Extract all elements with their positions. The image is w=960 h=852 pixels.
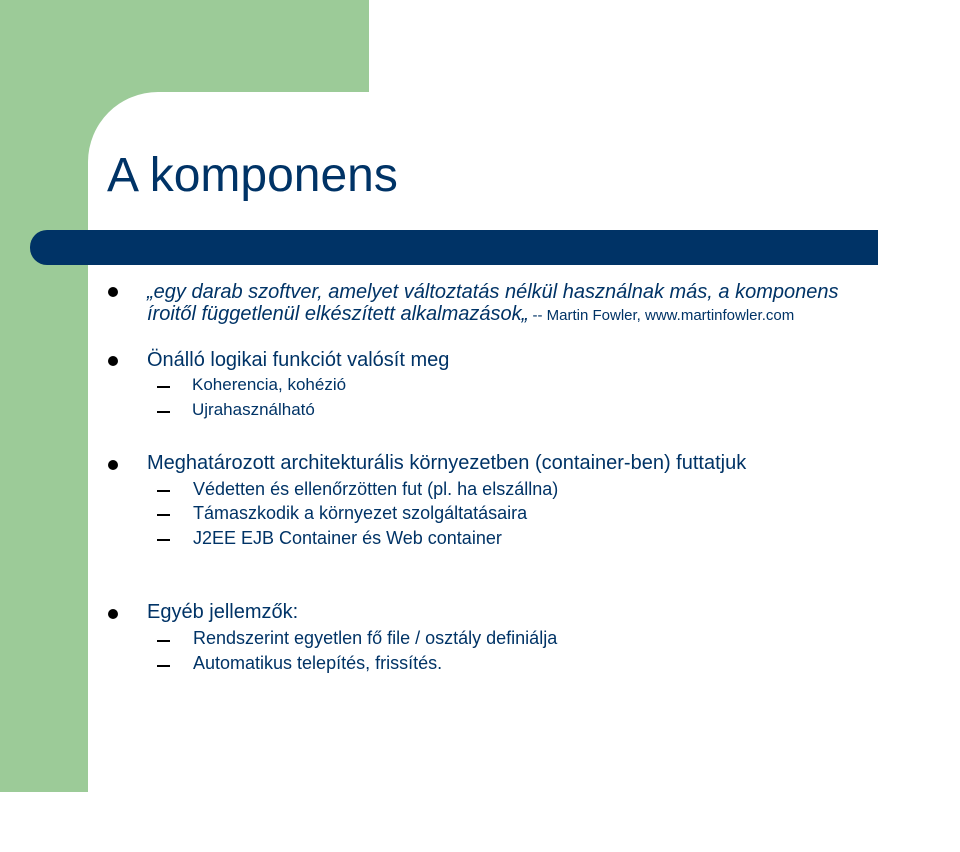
- quote-text: íroitől függetlenül elkészített alkalmazások„: [147, 303, 529, 325]
- dash-marker: [157, 665, 170, 667]
- sub-item: Koherencia, kohézió: [192, 375, 347, 394]
- sub-item: Támaszkodik a környezet szolgáltatásaira: [193, 503, 528, 523]
- dash-marker: [157, 539, 170, 541]
- dash-marker: [157, 490, 170, 492]
- sub-item: Ujrahasználható: [192, 400, 315, 419]
- bullet-marker: [108, 460, 118, 470]
- bullet-marker: [108, 287, 118, 297]
- sub-item: Védetten és ellenőrzötten fut (pl. ha elszállna): [193, 479, 559, 499]
- quote-line-2: [147, 302, 794, 328]
- sub-item: J2EE EJB Container és Web container: [193, 528, 502, 548]
- bullet-text: Egyéb jellemzők:: [147, 601, 299, 623]
- dash-marker: [157, 386, 170, 388]
- dash-marker: [157, 514, 170, 516]
- slide-title: A komponens: [107, 149, 398, 202]
- sub-item: Rendszerint egyetlen fő file / osztály definiálja: [193, 628, 558, 648]
- sub-item: Automatikus telepítés, frissítés.: [193, 653, 443, 673]
- bullet-marker: [108, 609, 118, 619]
- quote-attribution: -- Martin Fowler, www.martinfowler.com: [528, 307, 795, 324]
- dash-marker: [157, 411, 170, 413]
- quote-line-1: „egy darab szoftver, amelyet változtatás nélkül használnak más, a komponens: [147, 281, 839, 303]
- bullet-marker: [108, 356, 118, 366]
- bullet-text: Meghatározott architekturális környezetben (container-ben) futtatjuk: [147, 452, 747, 474]
- bullet-text: Önálló logikai funkciót valósít meg: [147, 349, 450, 371]
- dash-marker: [157, 640, 170, 642]
